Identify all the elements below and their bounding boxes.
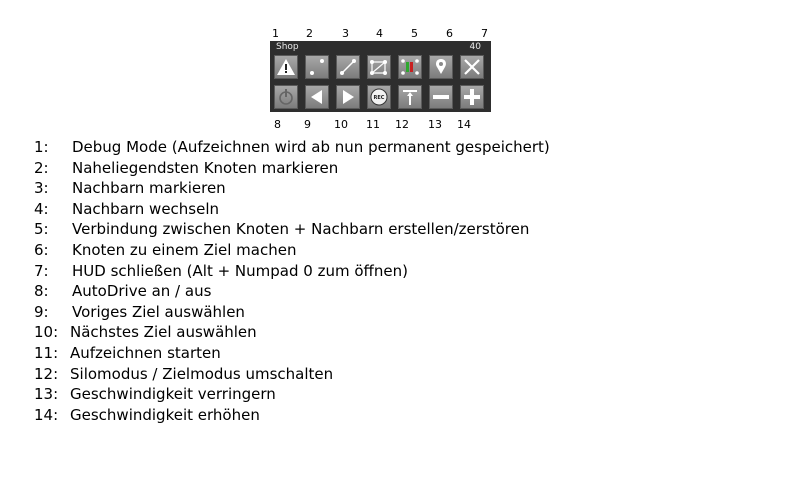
arrow-right-icon bbox=[337, 86, 359, 108]
button-number-6: 6 bbox=[446, 27, 453, 40]
legend-item bbox=[34, 137, 550, 158]
legend-number: 4: bbox=[34, 199, 49, 218]
button-number-9: 9 bbox=[304, 118, 311, 131]
legend-number: 10: bbox=[34, 323, 59, 342]
button-number-7: 7 bbox=[481, 27, 488, 40]
legend-item bbox=[34, 199, 550, 220]
start-recording-button[interactable] bbox=[367, 85, 391, 109]
legend-text: Nachbarn wechseln bbox=[72, 199, 220, 218]
button-number-8: 8 bbox=[274, 118, 281, 131]
legend-number: 13: bbox=[34, 385, 59, 404]
legend-number: 5: bbox=[34, 220, 49, 239]
next-destination-button[interactable] bbox=[336, 85, 360, 109]
silo-mode-button[interactable] bbox=[398, 85, 422, 109]
button-number-10: 10 bbox=[334, 118, 348, 131]
legend-number: 7: bbox=[34, 261, 49, 280]
connect-nodes-icon bbox=[337, 56, 359, 78]
close-hud-button[interactable] bbox=[460, 55, 484, 79]
legend-text: Aufzeichnen starten bbox=[70, 343, 221, 362]
legend-number: 3: bbox=[34, 179, 49, 198]
legend-number: 12: bbox=[34, 364, 59, 383]
legend-item bbox=[34, 364, 550, 385]
legend-text: Geschwindigkeit erhöhen bbox=[70, 405, 260, 424]
legend-text: Geschwindigkeit verringern bbox=[70, 385, 276, 404]
legend-text: Nachbarn markieren bbox=[72, 179, 226, 198]
decrease-speed-button[interactable] bbox=[429, 85, 453, 109]
legend-text: Naheliegendsten Knoten markieren bbox=[72, 158, 339, 177]
switch-neighbours-button[interactable] bbox=[367, 55, 391, 79]
mark-neighbours-button[interactable] bbox=[336, 55, 360, 79]
plus-icon bbox=[461, 86, 483, 108]
legend-text: Knoten zu einem Ziel machen bbox=[72, 240, 297, 259]
hud-title: Shop bbox=[276, 42, 299, 52]
legend-text: Nächstes Ziel auswählen bbox=[70, 323, 257, 342]
button-number-5: 5 bbox=[411, 27, 418, 40]
record-icon bbox=[368, 86, 390, 108]
button-number-3: 3 bbox=[342, 27, 349, 40]
button-number-1: 1 bbox=[272, 27, 279, 40]
autodrive-hud bbox=[270, 41, 491, 112]
legend-number: 2: bbox=[34, 158, 49, 177]
legend-item bbox=[34, 158, 550, 179]
legend-item bbox=[34, 178, 550, 199]
rec-label: REC bbox=[373, 95, 385, 102]
legend-number: 6: bbox=[34, 240, 49, 259]
legend-text: Debug Mode (Aufzeichnen wird ab nun permanent gespeichert) bbox=[72, 138, 550, 156]
legend-number: 9: bbox=[34, 302, 49, 321]
legend-item bbox=[34, 343, 550, 364]
set-destination-icon bbox=[430, 56, 452, 78]
toggle-connection-button[interactable] bbox=[398, 55, 422, 79]
legend-item bbox=[34, 322, 550, 343]
button-number-12: 12 bbox=[395, 118, 409, 131]
minus-icon bbox=[430, 86, 452, 108]
legend-item bbox=[34, 261, 550, 282]
arrow-left-icon bbox=[306, 86, 328, 108]
increase-speed-button[interactable] bbox=[460, 85, 484, 109]
legend-item bbox=[34, 384, 550, 405]
toggle-connection-icon bbox=[399, 56, 421, 78]
node-dot-icon bbox=[306, 56, 328, 78]
button-number-14: 14 bbox=[457, 118, 471, 131]
legend-item bbox=[34, 302, 550, 323]
legend-number: 14: bbox=[34, 405, 59, 424]
legend-text: Verbindung zwischen Knoten + Nachbarn erstellen/zerstören bbox=[72, 220, 530, 239]
legend-number: 8: bbox=[34, 282, 49, 301]
silo-mode-icon bbox=[399, 86, 421, 108]
button-legend bbox=[34, 137, 550, 425]
legend-number: 1: bbox=[34, 138, 49, 156]
legend-number: 11: bbox=[34, 343, 59, 362]
close-icon bbox=[461, 56, 483, 78]
legend-item bbox=[34, 281, 550, 302]
autodrive-toggle-button[interactable] bbox=[274, 85, 298, 109]
legend-text: AutoDrive an / aus bbox=[72, 282, 212, 301]
button-number-4: 4 bbox=[376, 27, 383, 40]
legend-text: HUD schließen (Alt + Numpad 0 zum öffnen) bbox=[72, 261, 408, 280]
switch-neighbours-icon bbox=[368, 56, 390, 78]
legend-item bbox=[34, 240, 550, 261]
debug-mode-button[interactable] bbox=[274, 55, 298, 79]
button-number-13: 13 bbox=[428, 118, 442, 131]
set-destination-button[interactable] bbox=[429, 55, 453, 79]
button-number-2: 2 bbox=[306, 27, 313, 40]
legend-item bbox=[34, 219, 550, 240]
button-number-11: 11 bbox=[366, 118, 380, 131]
legend-text: Voriges Ziel auswählen bbox=[72, 302, 245, 321]
power-icon bbox=[275, 86, 297, 108]
legend-text: Silomodus / Zielmodus umschalten bbox=[70, 364, 334, 383]
mark-nearest-node-button[interactable] bbox=[305, 55, 329, 79]
warning-icon bbox=[275, 56, 297, 78]
hud-speed: 40 bbox=[469, 42, 481, 52]
previous-destination-button[interactable] bbox=[305, 85, 329, 109]
legend-item bbox=[34, 405, 550, 426]
